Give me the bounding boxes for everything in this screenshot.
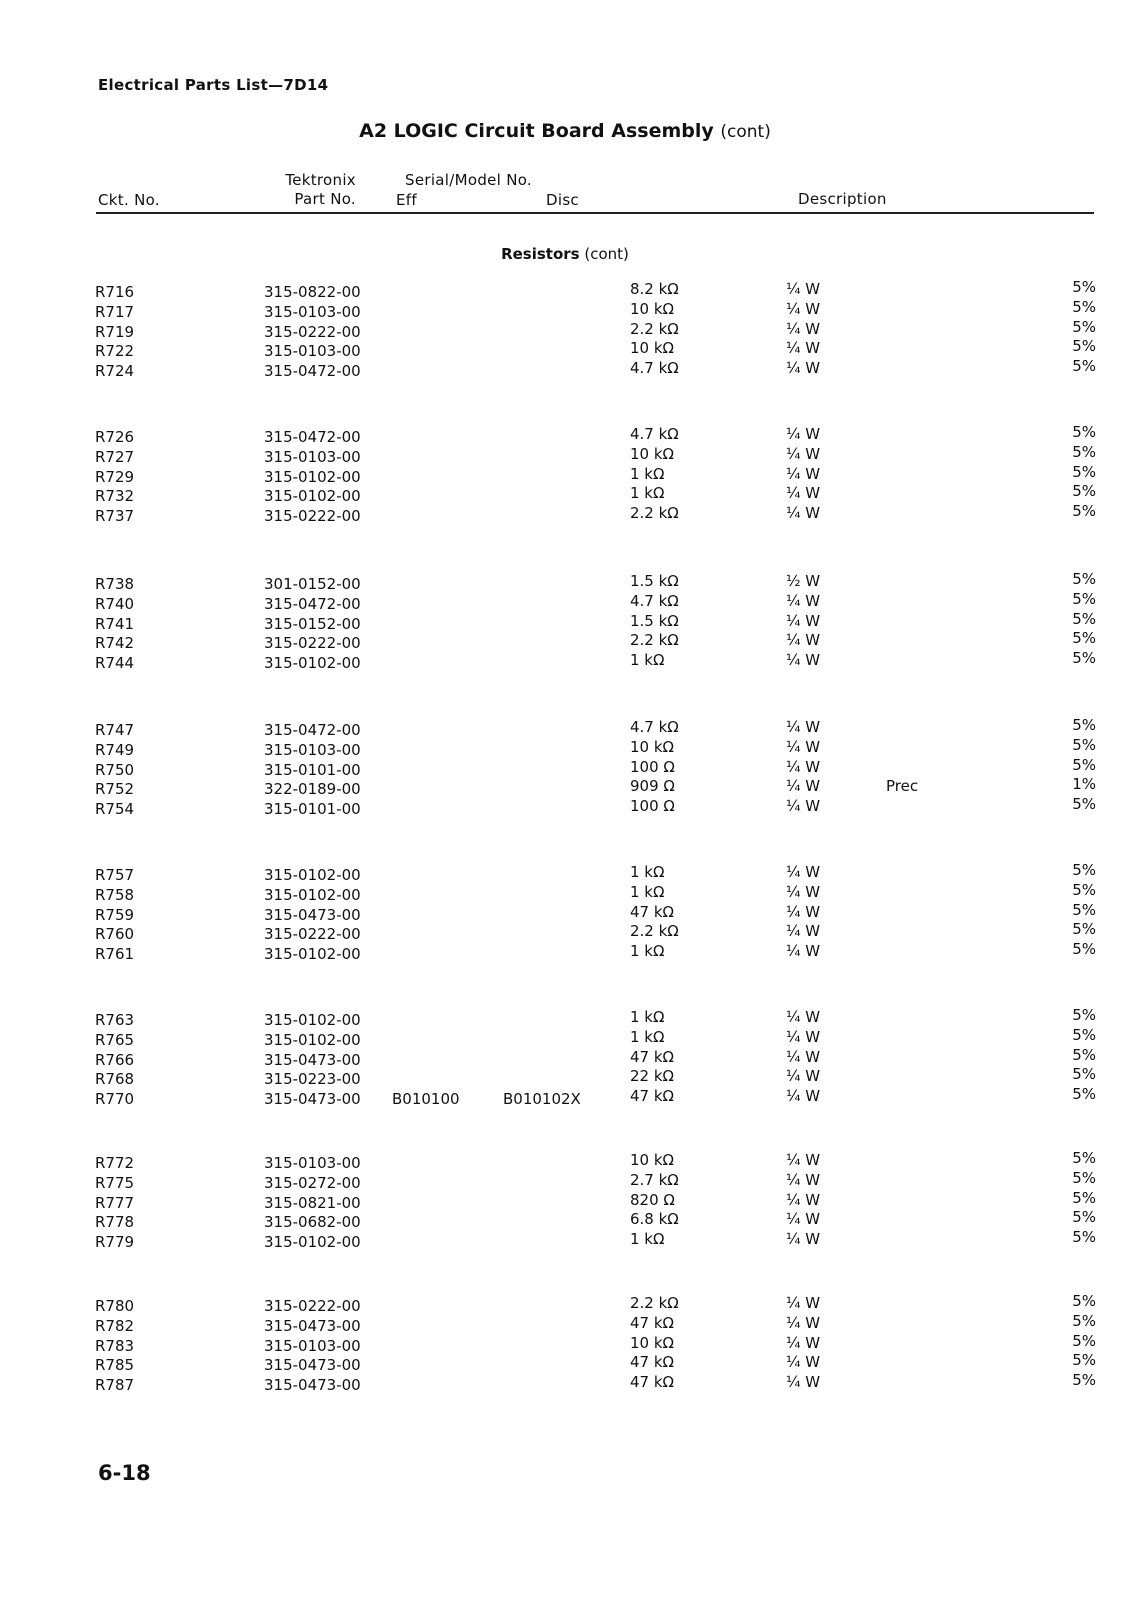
wattage-cell: ¼ W xyxy=(786,1087,821,1106)
resistance-value-cell: 47 kΩ xyxy=(630,902,675,921)
wattage-cell: ¼ W xyxy=(786,1190,821,1209)
resistance-value-cell: 22 kΩ xyxy=(630,1067,675,1086)
tolerance-cell: 5% xyxy=(1072,1208,1096,1227)
ckt-no-cell: R749 xyxy=(95,740,135,759)
resistance-value-cell: 2.2 kΩ xyxy=(630,319,679,338)
ckt-no-cell: R716 xyxy=(95,283,135,301)
tolerance-cell: 5% xyxy=(1072,755,1096,774)
resistance-value-cell: 1.5 kΩ xyxy=(630,572,679,590)
resistance-value-cell: 1 kΩ xyxy=(630,863,665,881)
wattage-cell: ¼ W xyxy=(786,1353,821,1372)
tolerance-cell: 5% xyxy=(1072,570,1096,588)
ckt-no-cell: R738 xyxy=(95,575,135,593)
resistance-value-cell: 100 Ω xyxy=(630,797,675,816)
wattage-cell: ¼ W xyxy=(786,319,821,338)
wattage-cell: ½ W xyxy=(786,572,821,590)
parts-group xyxy=(0,861,1130,965)
ckt-no-cell: R719 xyxy=(95,322,135,341)
wattage-cell: ¼ W xyxy=(786,339,821,358)
wattage-cell: ¼ W xyxy=(786,631,821,650)
part-no-cell: 315-0222-00 xyxy=(264,634,361,653)
ckt-no-cell: R754 xyxy=(95,800,135,819)
table-row xyxy=(0,1025,1130,1051)
column-header-tektronix-part-no xyxy=(276,171,356,209)
resistance-value-cell: 4.7 kΩ xyxy=(630,718,679,736)
section-title-main: A2 LOGIC Circuit Board Assembly xyxy=(359,120,714,142)
resistance-value-cell: 47 kΩ xyxy=(630,1087,675,1106)
ckt-no-cell: R724 xyxy=(95,362,135,381)
part-no-cell: 315-0103-00 xyxy=(264,740,361,759)
tolerance-cell: 5% xyxy=(1072,940,1096,959)
wattage-cell: ¼ W xyxy=(786,718,821,736)
wattage-cell: ¼ W xyxy=(786,902,821,921)
part-no-cell: 315-0101-00 xyxy=(264,760,361,779)
table-row xyxy=(0,900,1130,926)
ckt-no-cell: R760 xyxy=(95,925,135,944)
resistance-value-cell: 47 kΩ xyxy=(630,1047,675,1066)
ckt-no-cell: R785 xyxy=(95,1356,135,1375)
resistance-value-cell: 10 kΩ xyxy=(630,1333,675,1352)
tolerance-cell: 5% xyxy=(1072,1006,1096,1024)
part-no-cell: 315-0472-00 xyxy=(264,362,361,381)
ckt-no-cell: R777 xyxy=(95,1193,135,1212)
resistance-value-cell: 4.7 kΩ xyxy=(630,359,679,378)
part-no-cell: 322-0189-00 xyxy=(264,780,361,799)
table-row xyxy=(0,297,1130,323)
ckt-no-cell: R727 xyxy=(95,447,135,466)
table-row xyxy=(0,1351,1130,1376)
resistance-value-cell: 1 kΩ xyxy=(630,882,665,901)
tolerance-cell: 5% xyxy=(1072,1085,1096,1104)
part-no-cell: 315-0473-00 xyxy=(264,1376,361,1395)
parts-group xyxy=(0,278,1130,382)
part-no-cell: 315-0102-00 xyxy=(264,1030,361,1049)
wattage-cell: ¼ W xyxy=(786,1313,821,1332)
resistance-value-cell: 1 kΩ xyxy=(630,1230,665,1249)
resistance-value-cell: 100 Ω xyxy=(630,757,675,776)
part-no-cell: 315-0222-00 xyxy=(264,507,361,526)
wattage-cell: ¼ W xyxy=(786,737,821,756)
ckt-no-cell: R761 xyxy=(95,945,135,964)
table-row xyxy=(0,1331,1130,1357)
wattage-cell: ¼ W xyxy=(786,504,821,523)
ckt-no-cell: R747 xyxy=(95,721,135,739)
tolerance-cell: 5% xyxy=(1072,1351,1096,1370)
part-no-cell: 315-0223-00 xyxy=(264,1070,361,1089)
tolerance-cell: 5% xyxy=(1072,1331,1096,1350)
wattage-cell: ¼ W xyxy=(786,882,821,901)
table-row xyxy=(0,1292,1130,1317)
wattage-cell: ¼ W xyxy=(786,1294,821,1312)
parts-group xyxy=(0,716,1130,820)
parts-group xyxy=(0,1292,1130,1396)
part-no-cell: 315-0473-00 xyxy=(264,1356,361,1375)
tolerance-cell: 5% xyxy=(1072,629,1096,648)
resistance-value-cell: 2.2 kΩ xyxy=(630,504,679,523)
table-row xyxy=(0,1006,1130,1031)
wattage-cell: ¼ W xyxy=(786,942,821,961)
table-row xyxy=(0,735,1130,761)
table-row xyxy=(0,775,1130,800)
tolerance-cell: 5% xyxy=(1072,900,1096,919)
wattage-cell: ¼ W xyxy=(786,1151,821,1169)
part-no-cell: 315-0472-00 xyxy=(264,721,361,739)
ckt-no-cell: R775 xyxy=(95,1173,135,1192)
resistance-value-cell: 1 kΩ xyxy=(630,464,665,483)
part-no-cell: 315-0473-00 xyxy=(264,905,361,924)
resistance-value-cell: 2.2 kΩ xyxy=(630,922,679,941)
part-no-cell: 315-0272-00 xyxy=(264,1173,361,1192)
resistance-value-cell: 10 kΩ xyxy=(630,339,675,358)
serial-disc-cell: B010102X xyxy=(503,1090,581,1109)
subheading-cont: (cont) xyxy=(584,245,629,263)
part-no-cell: 315-0102-00 xyxy=(264,654,361,673)
tolerance-cell: 5% xyxy=(1072,297,1096,316)
table-row xyxy=(0,502,1130,527)
table-row xyxy=(0,649,1130,674)
wattage-cell: ¼ W xyxy=(786,484,821,503)
header-rule xyxy=(96,212,1094,214)
tolerance-cell: 5% xyxy=(1072,317,1096,336)
table-row xyxy=(0,880,1130,906)
ckt-no-cell: R778 xyxy=(95,1213,135,1232)
part-no-cell: 315-0152-00 xyxy=(264,614,361,633)
table-row xyxy=(0,423,1130,448)
ckt-no-cell: R782 xyxy=(95,1316,135,1335)
part-no-cell: 301-0152-00 xyxy=(264,575,361,593)
resistance-value-cell: 10 kΩ xyxy=(630,1151,675,1169)
ckt-no-cell: R742 xyxy=(95,634,135,653)
tolerance-cell: 5% xyxy=(1072,1149,1096,1167)
ckt-no-cell: R787 xyxy=(95,1376,135,1395)
table-row xyxy=(0,1208,1130,1233)
part-no-cell: 315-0101-00 xyxy=(264,800,361,819)
part-no-cell: 315-0102-00 xyxy=(264,866,361,884)
wattage-cell: ¼ W xyxy=(786,1373,821,1392)
parts-group xyxy=(0,1149,1130,1253)
table-row xyxy=(0,1188,1130,1214)
table-row xyxy=(0,462,1130,488)
wattage-cell: ¼ W xyxy=(786,591,821,610)
part-no-cell: 315-0103-00 xyxy=(264,342,361,361)
ckt-no-cell: R722 xyxy=(95,342,135,361)
table-row xyxy=(0,716,1130,741)
ckt-no-cell: R758 xyxy=(95,885,135,904)
ckt-no-cell: R779 xyxy=(95,1233,135,1252)
part-no-cell: 315-0102-00 xyxy=(264,487,361,506)
ckt-no-cell: R737 xyxy=(95,507,135,526)
part-no-cell: 315-0473-00 xyxy=(264,1050,361,1069)
wattage-cell: ¼ W xyxy=(786,651,821,670)
tolerance-cell: 5% xyxy=(1072,1065,1096,1084)
tolerance-cell: 5% xyxy=(1072,442,1096,461)
table-row xyxy=(0,1045,1130,1071)
part-no-cell: 315-0102-00 xyxy=(264,1011,361,1029)
tolerance-cell: 5% xyxy=(1072,1371,1096,1390)
column-header-serial-model: Serial/Model No. xyxy=(405,171,533,189)
tolerance-cell: 5% xyxy=(1072,1292,1096,1310)
part-no-cell: 315-0102-00 xyxy=(264,1233,361,1252)
tolerance-cell: 5% xyxy=(1072,1025,1096,1044)
wattage-cell: ¼ W xyxy=(786,1333,821,1352)
part-no-cell: 315-0222-00 xyxy=(264,925,361,944)
resistance-value-cell: 1 kΩ xyxy=(630,1008,665,1026)
ckt-no-cell: R740 xyxy=(95,594,135,613)
ckt-no-cell: R770 xyxy=(95,1090,135,1109)
tolerance-cell: 5% xyxy=(1072,1228,1096,1247)
resistance-value-cell: 2.2 kΩ xyxy=(630,1294,679,1312)
wattage-cell: ¼ W xyxy=(786,611,821,630)
resistance-value-cell: 4.7 kΩ xyxy=(630,425,679,443)
subheading xyxy=(0,245,1130,263)
table-row xyxy=(0,589,1130,615)
table-row xyxy=(0,1065,1130,1090)
ckt-no-cell: R783 xyxy=(95,1336,135,1355)
table-row xyxy=(0,278,1130,303)
wattage-cell: ¼ W xyxy=(786,464,821,483)
resistance-value-cell: 10 kΩ xyxy=(630,299,675,318)
table-row xyxy=(0,1168,1130,1194)
tolerance-cell: 5% xyxy=(1072,482,1096,501)
table-row xyxy=(0,861,1130,886)
resistance-value-cell: 1 kΩ xyxy=(630,484,665,503)
page-number: 6-18 xyxy=(98,1461,151,1485)
wattage-cell: ¼ W xyxy=(786,863,821,881)
part-no-cell: 315-0473-00 xyxy=(264,1090,361,1109)
parts-group xyxy=(0,423,1130,527)
tolerance-cell: 5% xyxy=(1072,1311,1096,1330)
part-no-cell: 315-0472-00 xyxy=(264,594,361,613)
section-title-cont: (cont) xyxy=(720,122,771,142)
ckt-no-cell: R768 xyxy=(95,1070,135,1089)
part-no-cell: 315-0102-00 xyxy=(264,885,361,904)
ckt-no-cell: R732 xyxy=(95,487,135,506)
ckt-no-cell: R752 xyxy=(95,780,135,799)
resistance-value-cell: 47 kΩ xyxy=(630,1353,675,1372)
ckt-no-cell: R729 xyxy=(95,467,135,486)
part-no-cell: 315-0103-00 xyxy=(264,1336,361,1355)
tolerance-cell: 5% xyxy=(1072,716,1096,734)
table-row xyxy=(0,629,1130,654)
wattage-cell: ¼ W xyxy=(786,1047,821,1066)
resistance-value-cell: 10 kΩ xyxy=(630,737,675,756)
wattage-cell: ¼ W xyxy=(786,1210,821,1229)
resistance-value-cell: 820 Ω xyxy=(630,1190,675,1209)
tolerance-cell: 5% xyxy=(1072,609,1096,628)
resistance-value-cell: 47 kΩ xyxy=(630,1373,675,1392)
column-header-ckt-no: Ckt. No. xyxy=(98,191,160,209)
wattage-cell: ¼ W xyxy=(786,1170,821,1189)
wattage-cell: ¼ W xyxy=(786,1008,821,1026)
table-row xyxy=(0,609,1130,635)
table-row xyxy=(0,317,1130,343)
tolerance-cell: 5% xyxy=(1072,920,1096,939)
parts-group xyxy=(0,570,1130,674)
table-row xyxy=(0,482,1130,507)
resistance-value-cell: 909 Ω xyxy=(630,777,675,796)
table-row xyxy=(0,1149,1130,1174)
page-header: Electrical Parts List—7D14 xyxy=(98,76,329,94)
resistance-value-cell: 2.2 kΩ xyxy=(630,631,679,650)
ckt-no-cell: R763 xyxy=(95,1011,135,1029)
part-no-cell: 315-0222-00 xyxy=(264,322,361,341)
part-no-cell: 315-0103-00 xyxy=(264,302,361,321)
resistance-value-cell: 1 kΩ xyxy=(630,942,665,961)
subheading-name: Resistors xyxy=(501,245,580,263)
resistance-value-cell: 1 kΩ xyxy=(630,651,665,670)
table-row xyxy=(0,357,1130,382)
part-no-cell: 315-0222-00 xyxy=(264,1297,361,1315)
wattage-cell: ¼ W xyxy=(786,1230,821,1249)
tolerance-cell: 5% xyxy=(1072,357,1096,376)
tolerance-cell: 5% xyxy=(1072,337,1096,356)
wattage-cell: ¼ W xyxy=(786,359,821,378)
wattage-cell: ¼ W xyxy=(786,757,821,776)
wattage-cell: ¼ W xyxy=(786,299,821,318)
part-no-cell: 315-0102-00 xyxy=(264,467,361,486)
ckt-no-cell: R759 xyxy=(95,905,135,924)
wattage-cell: ¼ W xyxy=(786,922,821,941)
note-cell: Prec xyxy=(886,777,919,796)
resistance-value-cell: 6.8 kΩ xyxy=(630,1210,679,1229)
column-header-tektronix: Tektronix xyxy=(285,171,356,189)
wattage-cell: ¼ W xyxy=(786,425,821,443)
tolerance-cell: 5% xyxy=(1072,795,1096,814)
table-row xyxy=(0,920,1130,945)
table-row xyxy=(0,940,1130,965)
tolerance-cell: 5% xyxy=(1072,462,1096,481)
tolerance-cell: 5% xyxy=(1072,861,1096,879)
resistance-value-cell: 2.7 kΩ xyxy=(630,1170,679,1189)
column-header-eff: Eff xyxy=(396,191,417,209)
table-row xyxy=(0,1371,1130,1396)
part-no-cell: 315-0102-00 xyxy=(264,945,361,964)
resistance-value-cell: 1 kΩ xyxy=(630,1027,665,1046)
ckt-no-cell: R766 xyxy=(95,1050,135,1069)
table-row xyxy=(0,442,1130,468)
tolerance-cell: 5% xyxy=(1072,735,1096,754)
column-header-part-no: Part No. xyxy=(294,190,356,208)
table-row xyxy=(0,337,1130,362)
table-row xyxy=(0,755,1130,781)
tolerance-cell: 5% xyxy=(1072,1045,1096,1064)
tolerance-cell: 5% xyxy=(1072,423,1096,441)
part-no-cell: 315-0821-00 xyxy=(264,1193,361,1212)
resistance-value-cell: 8.2 kΩ xyxy=(630,280,679,298)
resistance-value-cell: 4.7 kΩ xyxy=(630,591,679,610)
wattage-cell: ¼ W xyxy=(786,444,821,463)
ckt-no-cell: R765 xyxy=(95,1030,135,1049)
part-no-cell: 315-0103-00 xyxy=(264,447,361,466)
table-row xyxy=(0,1311,1130,1337)
section-title xyxy=(0,120,1130,142)
tolerance-cell: 5% xyxy=(1072,589,1096,608)
column-header-description: Description xyxy=(798,190,887,208)
ckt-no-cell: R744 xyxy=(95,654,135,673)
part-no-cell: 315-0822-00 xyxy=(264,283,361,301)
ckt-no-cell: R741 xyxy=(95,614,135,633)
wattage-cell: ¼ W xyxy=(786,280,821,298)
resistance-value-cell: 47 kΩ xyxy=(630,1313,675,1332)
parts-group xyxy=(0,1006,1130,1110)
ckt-no-cell: R757 xyxy=(95,866,135,884)
table-row xyxy=(0,1228,1130,1253)
table-row xyxy=(0,570,1130,595)
ckt-no-cell: R780 xyxy=(95,1297,135,1315)
ckt-no-cell: R772 xyxy=(95,1154,135,1172)
part-no-cell: 315-0473-00 xyxy=(264,1316,361,1335)
ckt-no-cell: R726 xyxy=(95,428,135,446)
wattage-cell: ¼ W xyxy=(786,1027,821,1046)
table-row xyxy=(0,1085,1130,1110)
table-row xyxy=(0,795,1130,820)
ckt-no-cell: R717 xyxy=(95,302,135,321)
tolerance-cell: 5% xyxy=(1072,502,1096,521)
tolerance-cell: 5% xyxy=(1072,649,1096,668)
part-no-cell: 315-0472-00 xyxy=(264,428,361,446)
part-no-cell: 315-0682-00 xyxy=(264,1213,361,1232)
part-no-cell: 315-0103-00 xyxy=(264,1154,361,1172)
ckt-no-cell: R750 xyxy=(95,760,135,779)
wattage-cell: ¼ W xyxy=(786,777,821,796)
serial-eff-cell: B010100 xyxy=(392,1090,460,1109)
resistance-value-cell: 10 kΩ xyxy=(630,444,675,463)
resistance-value-cell: 1.5 kΩ xyxy=(630,611,679,630)
tolerance-cell: 5% xyxy=(1072,1168,1096,1187)
wattage-cell: ¼ W xyxy=(786,797,821,816)
wattage-cell: ¼ W xyxy=(786,1067,821,1086)
tolerance-cell: 5% xyxy=(1072,278,1096,296)
tolerance-cell: 5% xyxy=(1072,880,1096,899)
tolerance-cell: 1% xyxy=(1072,775,1096,794)
column-header-disc: Disc xyxy=(546,191,579,209)
tolerance-cell: 5% xyxy=(1072,1188,1096,1207)
